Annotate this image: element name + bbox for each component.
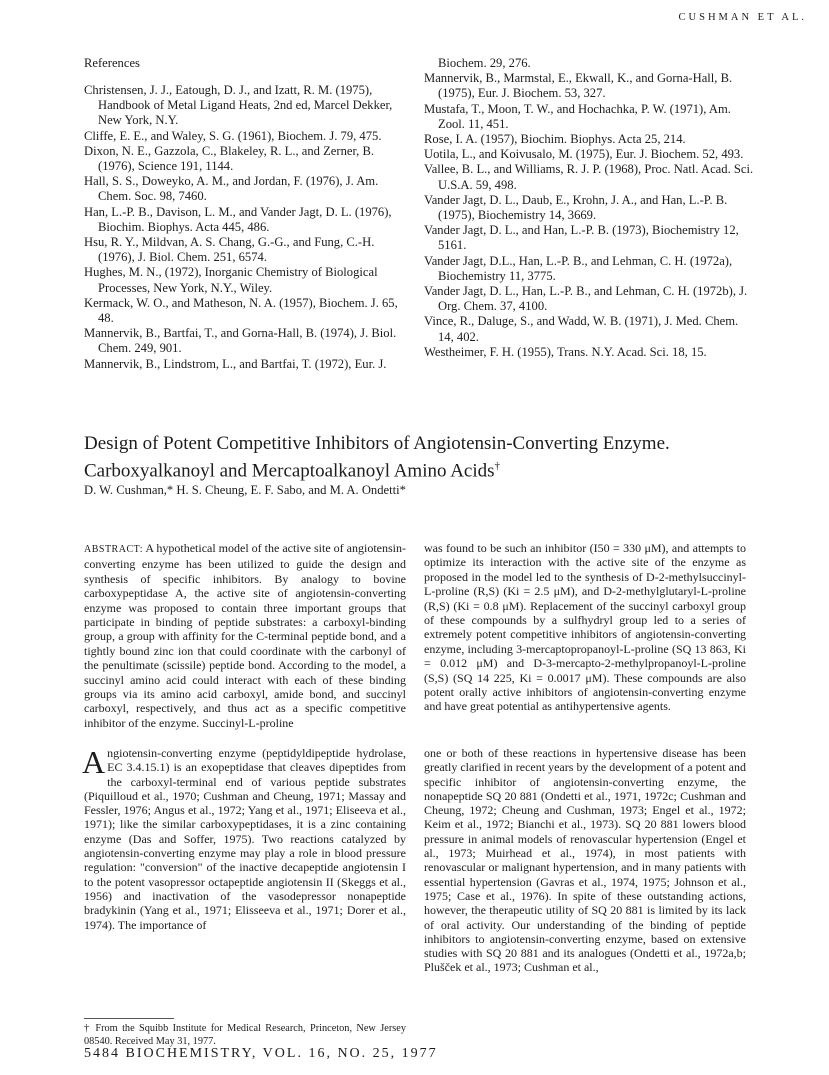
article-authors: D. W. Cushman,* H. S. Cheung, E. F. Sabo, and M. A. Ondetti* bbox=[84, 483, 406, 497]
abstract-text-right: was found to be such an inhibitor (I50 = 330 μM), and attempts to optimize its interaction with the active site of the enzyme as proposed in the model led to the synthesis of D-2-methylsuccinyl-L-proline (R,S) (Ki = 2.5 μM), and D-2-methylglutaryl-L-proline (R,S) (Ki = 0.8 μM). Replacement of the succinyl carboxyl group of these compounds by a sulfhydryl group led to a series of extremely potent competitive inhibitors of angiotensin-converting enzyme, including 3-mercaptopropanoyl-L-proline (SQ 13 863, Ki = 0.012 μM) and D-3-mercapto-2-methylpropanoyl-L-proline (S,S) (SQ 14 225, Ki = 0.0017 μM). These compounds are also potent orally active inhibitors of angiotensin-converting enzyme and have great potential as antihypertensive agents. bbox=[424, 541, 746, 714]
body-right-column bbox=[424, 746, 746, 975]
references-right-column bbox=[424, 56, 754, 360]
article-title-text: Design of Potent Competitive Inhibitors of Angiotensin-Converting Enzyme. Carboxyalkanoyl and Mercaptoalkanoyl Amino Acids bbox=[84, 433, 670, 482]
abstract-right-column bbox=[424, 541, 746, 714]
reference-entry: Vander Jagt, D.L., Han, L.-P. B., and Lehman, C. H. (1972a), Biochemistry 11, 3775. bbox=[424, 253, 733, 283]
reference-entry: Biochem. 29, 276. bbox=[438, 56, 531, 70]
reference-entry: Vince, R., Daluge, S., and Wadd, W. B. (1971), J. Med. Chem. 14, 402. bbox=[424, 314, 739, 344]
reference-entry: Hall, S. S., Doweyko, A. M., and Jordan, F. (1976), J. Am. Chem. Soc. 98, 7460. bbox=[84, 174, 379, 204]
reference-entry: Uotila, L., and Koivusalo, M. (1975), Eur. J. Biochem. 52, 493. bbox=[424, 147, 744, 162]
references-heading: References bbox=[84, 56, 140, 70]
reference-entry: Rose, I. A. (1957), Biochim. Biophys. Acta 25, 214. bbox=[424, 132, 686, 147]
body-text-left: ngiotensin-converting enzyme (peptidyldipeptide hydrolase, EC 3.4.15.1) is an exopeptidase that cleaves dipeptides from the carboxyl-terminal end of various peptide substrates (Piquilloud et al., 1970; Cushman and Cheung, 1971; Massay and Fessler, 1976; Angus et al., 1972; Yang et al., 1971; Eliseeva et al., 1971); like the similar carboxypeptidases, it is a zinc containing enzyme (Das and Soffer, 1975). Two reactions catalyzed by angiotensin-converting enzyme may play a role in blood pressure regulation: "conversion" of the inactive decapeptide angiotensin I to the potent vasopressor octapeptide angiotensin II (Skeggs et al., 1956) and inactivation of the vasodepressor nonapeptide bradykinin (Yang et al., 1971; Elisseeva et al., 1971; Dorer et al., 1974). The importance of bbox=[84, 746, 406, 932]
reference-entry: Hsu, R. Y., Mildvan, A. S. Chang, G.-G., and Fung, C.-H. (1976), J. Biol. Chem. 251, 6574. bbox=[84, 235, 375, 265]
body-text-right: one or both of these reactions in hypertensive disease has been greatly clarified in recent years by the development of a potent and specific inhibitor of angiotensin-converting enzyme, the nonapeptide SQ 20 881 (Ondetti et al., 1971, 1972c; Cushman and Cheung, 1972; Cheung and Cushman, 1973; Engel et al., 1972; Keim et al., 1972; Bianchi et al., 1973). SQ 20 881 lowers blood pressure in animal models of renovascular hypertension (Engel et al., 1973; Muirhead et al., 1974), in most patients with renovascular or malignant hypertension, and in many patients with essential hypertension (Gavras et al., 1974, 1975; Johnson et al., 1975; Case et al., 1976). In spite of these outstanding actions, however, the therapeutic utility of SQ 20 881 is limited by its lack of oral activity. Our understanding of the binding of peptide inhibitors to angiotensin-converting enzyme, based on extensive studies with SQ 20 881 and its analogues (Ondetti et al., 1972a,b; Plušček et al., 1973; Cushman et al., bbox=[424, 746, 746, 975]
reference-entry: Vander Jagt, D. L., and Han, L.-P. B. (1973), Biochemistry 12, 5161. bbox=[424, 223, 739, 253]
reference-entry: Westheimer, F. H. (1955), Trans. N.Y. Acad. Sci. 18, 15. bbox=[424, 344, 707, 359]
reference-entry: Mannervik, B., Marmstal, E., Ekwall, K., and Gorna-Hall, B. (1975), Eur. J. Biochem. 53, 327. bbox=[424, 71, 733, 101]
body-left-column bbox=[84, 746, 406, 932]
running-head: CUSHMAN ET AL. bbox=[678, 12, 807, 23]
reference-entry: Vander Jagt, D. L., Han, L.-P. B., and Lehman, C. H. (1972b), J. Org. Chem. 37, 4100. bbox=[424, 284, 748, 314]
footnote-divider bbox=[84, 1018, 174, 1019]
page-footer: 5484 BIOCHEMISTRY, VOL. 16, NO. 25, 1977 bbox=[84, 1046, 438, 1061]
abstract-label: ABSTRACT: bbox=[84, 544, 144, 555]
reference-entry: Mannervik, B., Lindstrom, L., and Bartfai, T. (1972), Eur. J. bbox=[84, 356, 387, 371]
abstract-text-left: A hypothetical model of the active site of angiotensin-converting enzyme has been utilized to guide the design and synthesis of specific inhibitors. By analogy to bovine carboxypeptidase A, the active site of angiotensin-converting enzyme was proposed to contain three important groups that participate in binding of peptide substrates: a carboxyl-binding group, a group with affinity for the C-terminal peptide bond, and a tightly bound zinc ion that could coordinate with the carbonyl of the penultimate (scissile) peptide bond. According to the model, a succinyl amino acid could interact with each of these binding groups via its amino acid carboxyl, amide bond, and succinyl carboxyl, respectively, and thus act as a specific competitive inhibitor of the enzyme. Succinyl-L-proline bbox=[84, 541, 406, 730]
abstract-left-column bbox=[84, 541, 406, 730]
article-title bbox=[84, 432, 684, 482]
reference-entry: Mustafa, T., Moon, T. W., and Hochachka, P. W. (1971), Am. Zool. 11, 451. bbox=[424, 101, 731, 131]
reference-entry: Vallee, B. L., and Williams, R. J. P. (1968), Proc. Natl. Acad. Sci. U.S.A. 59, 498. bbox=[424, 162, 754, 192]
drop-cap: A bbox=[82, 744, 106, 780]
reference-entry: Han, L.-P. B., Davison, L. M., and Vander Jagt, D. L. (1976), Biochim. Biophys. Acta 445, 486. bbox=[84, 204, 392, 234]
reference-entry: Dixon, N. E., Gazzola, C., Blakeley, R. L., and Zerner, B. (1976), Science 191, 1144. bbox=[84, 143, 375, 174]
reference-entry: Cliffe, E. E., and Waley, S. G. (1961), Biochem. J. 79, 475. bbox=[84, 128, 382, 143]
reference-entry: Vander Jagt, D. L., Daub, E., Krohn, J. A., and Han, L.-P. B. (1975), Biochemistry 14, 3669. bbox=[424, 192, 728, 223]
footnote: † From the Squibb Institute for Medical Research, Princeton, New Jersey 08540. Received May 31, 1977. bbox=[84, 1023, 406, 1047]
reference-entry: Christensen, J. J., Eatough, D. J., and Izatt, R. M. (1975), Handbook of Metal Ligand Heats, 2nd ed, Marcel Dekker, New York, N.Y. bbox=[84, 83, 393, 128]
references-left-column bbox=[84, 83, 402, 372]
reference-entry: Hughes, M. N., (1972), Inorganic Chemistry of Biological Processes, New York, N.Y., Wiley. bbox=[84, 265, 378, 295]
title-footnote-mark: † bbox=[494, 460, 501, 472]
reference-entry: Kermack, W. O., and Matheson, N. A. (1957), Biochem. J. 65, 48. bbox=[84, 295, 398, 326]
reference-entry: Mannervik, B., Bartfai, T., and Gorna-Hall, B. (1974), J. Biol. Chem. 249, 901. bbox=[84, 326, 397, 356]
